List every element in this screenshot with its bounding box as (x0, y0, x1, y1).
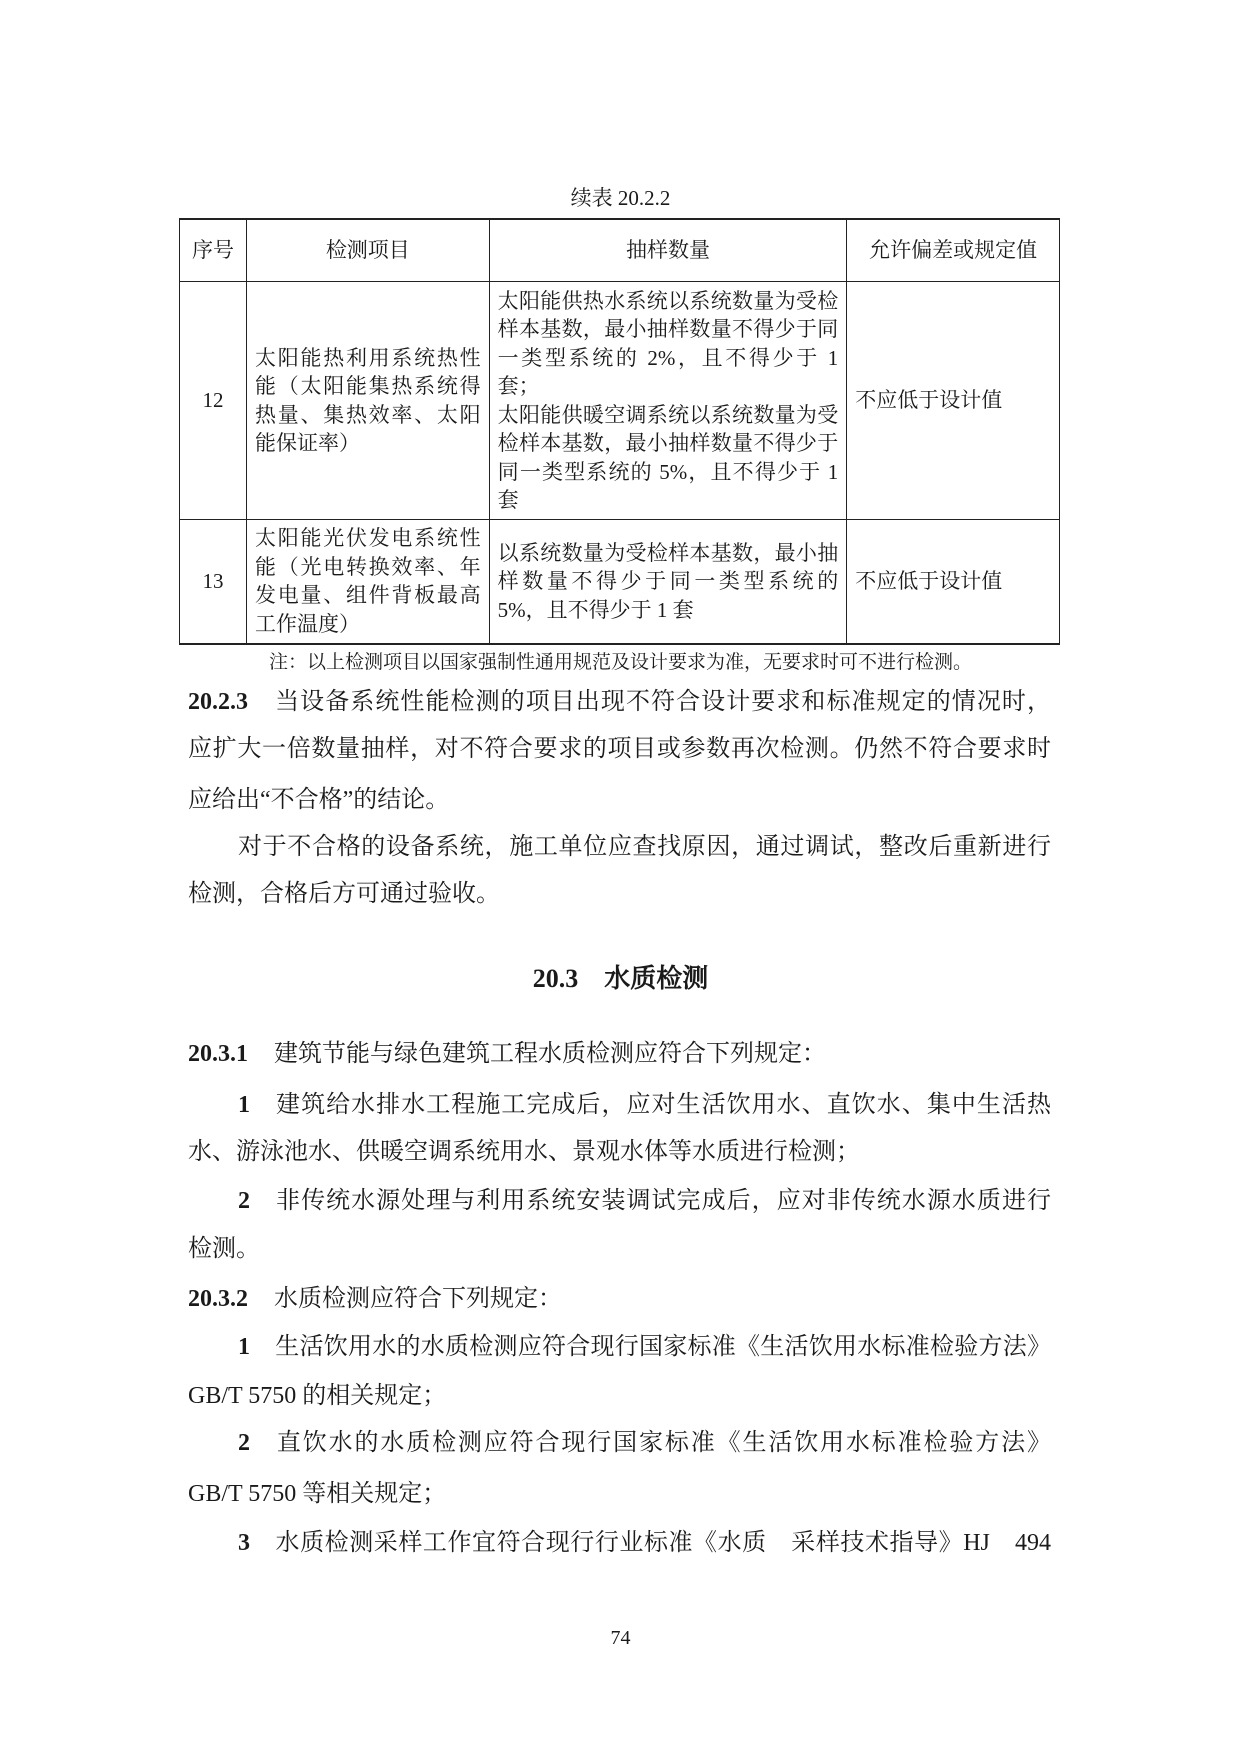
cell-sample: 以系统数量为受检样本基数，最小抽样数量不得少于同一类型系统的 5%，且不得少于 1 套 (489, 520, 847, 644)
table-header-row (180, 219, 1060, 282)
cell-no: 12 (180, 282, 247, 520)
clause-20-3-1 (188, 1038, 1051, 1070)
list-item-cont: GB/T 5750 等相关规定； (188, 1481, 447, 1507)
list-item-cont: 水、游泳池水、供暖空调系统用水、景观水体等水质进行检测； (188, 1139, 860, 1165)
item-text: 水质检测采样工作宜符合现行行业标准《水质 采样技术指导》HJ 494 (275, 1530, 1051, 1556)
cell-sample (489, 282, 847, 520)
list-item (238, 1527, 1051, 1559)
inspection-table (179, 218, 1060, 645)
page-number: 74 (610, 1627, 631, 1649)
clause-20-3-2 (188, 1283, 1051, 1315)
table-caption: 续表 20.2.2 (570, 186, 671, 210)
list-item-cont: 检测。 (188, 1236, 260, 1262)
section-heading: 20.3 水质检测 (532, 964, 709, 993)
cell-item: 太阳能光伏发电系统性能（光电转换效率、年发电量、组件背板最高工作温度） (246, 520, 489, 644)
clause-text: 当设备系统性能检测的项目出现不符合设计要求和标准规定的情况时， (274, 689, 1051, 715)
table-row (180, 520, 1060, 644)
paragraph-line: 对于不合格的设备系统，施工单位应查找原因，通过调试，整改后重新进行 (238, 834, 1051, 860)
clause-text: 建筑节能与绿色建筑工程水质检测应符合下列规定： (274, 1041, 826, 1067)
clause-number: 20.3.2 (188, 1286, 248, 1312)
cell-no: 13 (180, 520, 247, 644)
item-text: 非传统水源处理与利用系统安装调试完成后，应对非传统水源水质进行 (275, 1188, 1051, 1214)
item-text: 建筑给水排水工程施工完成后，应对生活饮用水、直饮水、集中生活热 (275, 1092, 1051, 1118)
list-item (238, 1427, 1051, 1459)
cell-item: 太阳能热利用系统热性能（太阳能集热系统得热量、集热效率、太阳能保证率） (246, 282, 489, 520)
clause-number: 20.3.1 (188, 1041, 248, 1067)
cell-value: 不应低于设计值 (847, 282, 1060, 520)
list-item (238, 1185, 1051, 1217)
item-text: 直饮水的水质检测应符合现行国家标准《生活饮用水标准检验方法》 (275, 1430, 1051, 1456)
clause-20-2-3 (188, 686, 1051, 718)
clause-text-line: 应扩大一倍数量抽样，对不符合要求的项目或参数再次检测。仍然不符合要求时 (188, 736, 1051, 762)
item-number: 3 (238, 1530, 250, 1556)
col-header-sample: 抽样数量 (489, 219, 847, 282)
col-header-value: 允许偏差或规定值 (847, 219, 1060, 282)
item-number: 1 (238, 1334, 250, 1360)
clause-text: 水质检测应符合下列规定： (274, 1286, 562, 1312)
list-item (238, 1331, 1051, 1363)
clause-number: 20.2.3 (188, 689, 248, 715)
item-number: 2 (238, 1188, 250, 1214)
table-row (180, 282, 1060, 520)
cell-value: 不应低于设计值 (847, 520, 1060, 644)
item-number: 1 (238, 1092, 250, 1118)
item-number: 2 (238, 1430, 250, 1456)
cell-sample-part-b: 太阳能供暖空调系统以系统数量为受检样本基数，最小抽样数量不得少于同一类型系统的 5%，且不得少于 1 套 (497, 402, 839, 512)
cell-sample-part-a: 太阳能供热水系统以系统数量为受检样本基数，最小抽样数量不得少于同一类型系统的 2%，且不得少于 1 套； (497, 288, 839, 398)
col-header-item: 检测项目 (246, 219, 489, 282)
table-note: 注：以上检测项目以国家强制性通用规范及设计要求为准，无要求时可不进行检测。 (268, 652, 972, 673)
item-text: 生活饮用水的水质检测应符合现行国家标准《生活饮用水标准检验方法》 (275, 1334, 1051, 1360)
clause-text-line: 应给出“不合格”的结论。 (188, 787, 450, 813)
paragraph-line: 检测，合格后方可通过验收。 (188, 881, 500, 907)
col-header-no: 序号 (180, 219, 247, 282)
list-item (238, 1089, 1051, 1121)
list-item-cont: GB/T 5750 的相关规定； (188, 1383, 447, 1409)
